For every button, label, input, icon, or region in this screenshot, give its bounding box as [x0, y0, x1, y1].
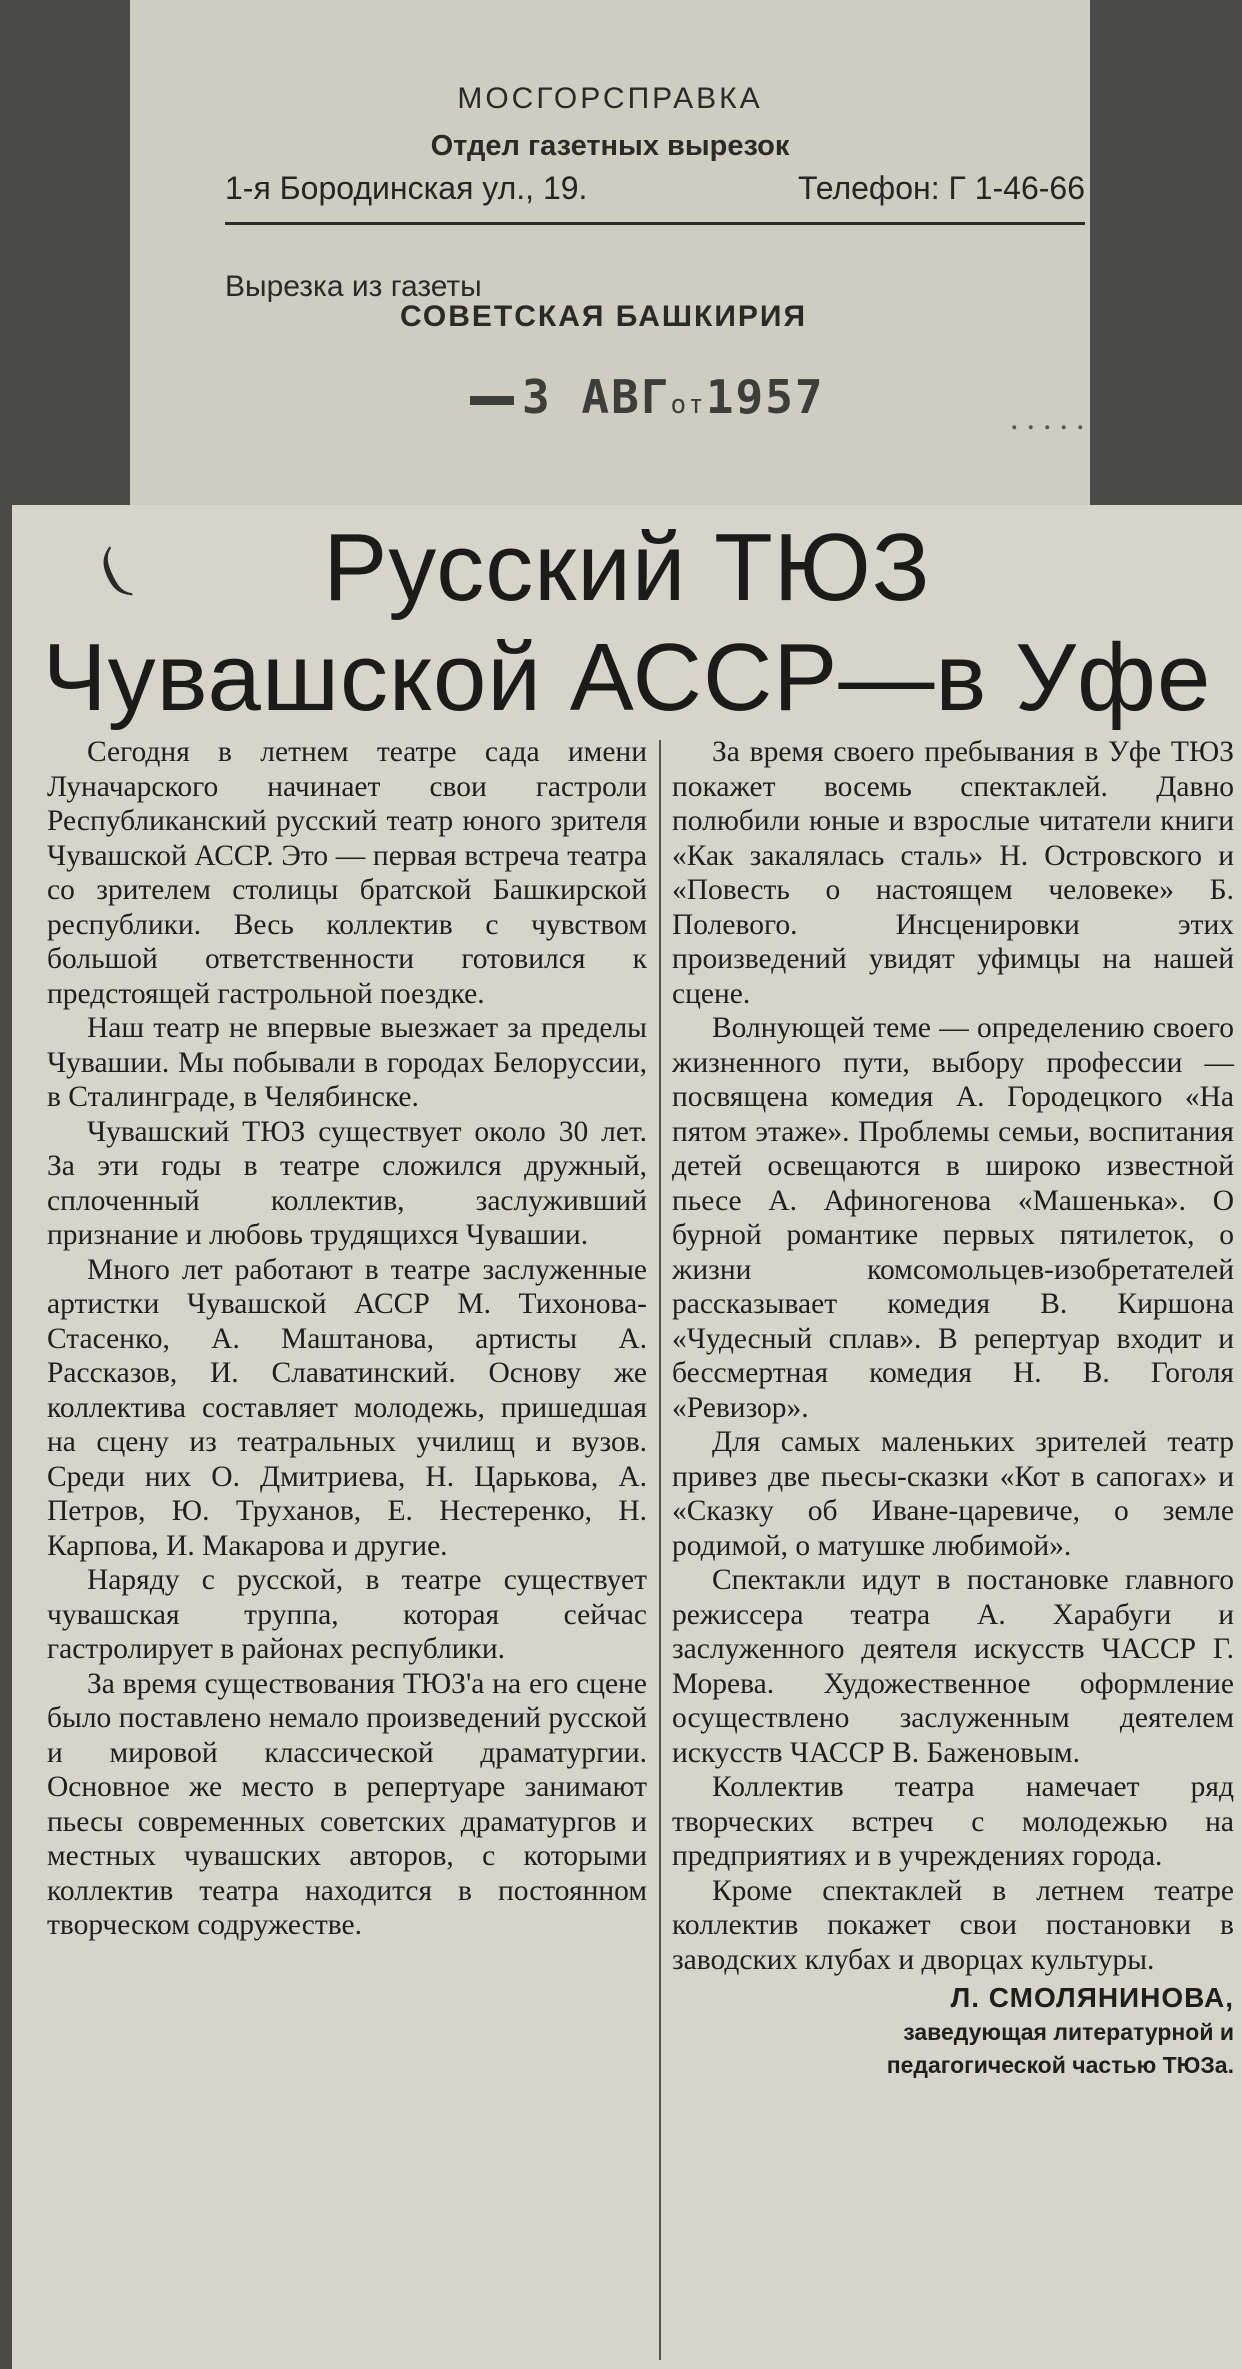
- paragraph: Коллектив театра намечает ряд творческих встреч с молодежью на предприятиях и в учреждениях города.: [672, 1771, 1234, 1872]
- address: 1-я Бородинская ул., 19.: [225, 170, 588, 206]
- date-from: от: [670, 390, 706, 420]
- paragraph: Много лет работают в театре заслуженные артистки Чувашской АССР М. Тихонова-Стасенко, А. Маштанова, артисты А. Рассказов, И. Славатинский. Основу же коллектива составляет молодежь, пришедшая на сцену из театральных училищ и вузов. Среди них О. Дмитриева, Н. Царькова, А. Петров, Ю. Труханов, Е. Нестеренко, Н. Карпова, И. Макарова и другие.: [47, 1253, 647, 1562]
- paragraph: Для самых маленьких зрителей театр привез две пьесы-сказки «Кот в сапогах» и «Сказку об Иване-царевиче, о земле родимой, о матушке любимой».: [672, 1426, 1234, 1562]
- date-year: 1957: [705, 370, 825, 424]
- paragraph: За время своего пребывания в Уфе ТЮЗ покажет восемь спектаклей. Давно полюбили юные и взрослые читатели книги «Как закалялась сталь» Н. Островского и «Повесть о настоящем человеке» Б. Полевого. Инсценировки этих произведений увидят уфимцы на нашей сцене.: [672, 736, 1234, 1010]
- department-name: Отдел газетных вырезок: [430, 130, 790, 162]
- signature-title-1: заведующая литературной и: [903, 2018, 1234, 2045]
- paragraph: Кроме спектаклей в летнем театре коллектив покажет свои постановки в заводских клубах и дворцах культуры.: [672, 1874, 1234, 1976]
- organization-name: МОСГОРСПРАВКА: [457, 82, 763, 115]
- headline-line-2: Чувашской АССР—в Уфе: [42, 624, 1212, 731]
- paragraph: Спектакли идут в постановке главного режиссера театра А. Харабуги и заслуженного деятеля искусств ЧАССР Г. Морева. Художественное оформление осуществлено заслуженным деятелем искусств ЧАССР В. Баженовым.: [672, 1564, 1234, 1769]
- pencil-mark-icon: (: [88, 534, 135, 604]
- paragraph: Волнующей теме — определению своего жизненного пути, выбору профессии — посвящена комедия А. Городецкого «На пятом этаже». Проблемы семьи, воспитания детей освещаются в широко известной пьесе А. Афиногенова «Машенька». О бурной романтике первых пятилеток, о жизни комсомольцев-изобретателей рассказывает комедия В. Киршона «Чудесный сплав». В репертуар входит и бессмертная комедия Н. В. Гоголя «Ревизор».: [672, 1012, 1234, 1424]
- date-month: АВГ: [581, 370, 671, 424]
- clipping-from-label: Вырезка из газеты: [225, 270, 482, 303]
- left-column: [47, 735, 647, 1943]
- stamp-dash: [470, 396, 514, 405]
- paragraph: За время существования ТЮЗ'а на его сцене было поставлено немало произведений русской и мировой классической драматургии. Основное же место в репертуаре занимают пьесы современных советских драматургов и местных чувашских авторов, с которыми коллектив театра находится в постоянном творческом содружестве.: [47, 1667, 647, 1941]
- column-divider: [659, 740, 661, 2360]
- paragraph: Наш театр не впервые выезжает за пределы Чувашии. Мы побывали в городах Белоруссии, в Сталинграде, в Челябинске.: [47, 1012, 647, 1113]
- paragraph: Наряду с русской, в театре существует чувашская труппа, которая сейчас гастролирует в районах республики.: [47, 1564, 647, 1665]
- signature-name: Л. СМОЛЯНИНОВА,: [950, 1982, 1234, 2013]
- date-day: 3: [522, 370, 552, 424]
- right-column: [672, 735, 1234, 2082]
- address-line: [225, 170, 1085, 225]
- paragraph: Чувашский ТЮЗ существует около 30 лет. За эти годы в театре сложился дружный, сплоченный коллектив, заслуживший признание и любовь трудящихся Чувашии.: [47, 1115, 647, 1251]
- paragraph: Сегодня в летнем театре сада имени Луначарского начинает свои гастроли Республиканский русский театр юного зрителя Чувашской АССР. Это — первая встреча театра со зрителем столицы братской Башкирской республики. Весь коллектив с чувством большой ответственности готовился к предстоящей гастрольной поездке.: [47, 736, 647, 1010]
- phone: Телефон: Г 1-46-66: [797, 170, 1085, 206]
- article-clipping: [12, 505, 1242, 2369]
- headline-line-1: Русский ТЮЗ: [323, 514, 931, 621]
- date-dots: .....: [1010, 400, 1093, 437]
- signature-title-2: педагогической частью ТЮЗа.: [886, 2051, 1234, 2078]
- date-stamp: [470, 370, 825, 424]
- clipping-label: [130, 0, 1093, 540]
- newspaper-name: СОВЕТСКАЯ БАШКИРИЯ: [400, 300, 808, 333]
